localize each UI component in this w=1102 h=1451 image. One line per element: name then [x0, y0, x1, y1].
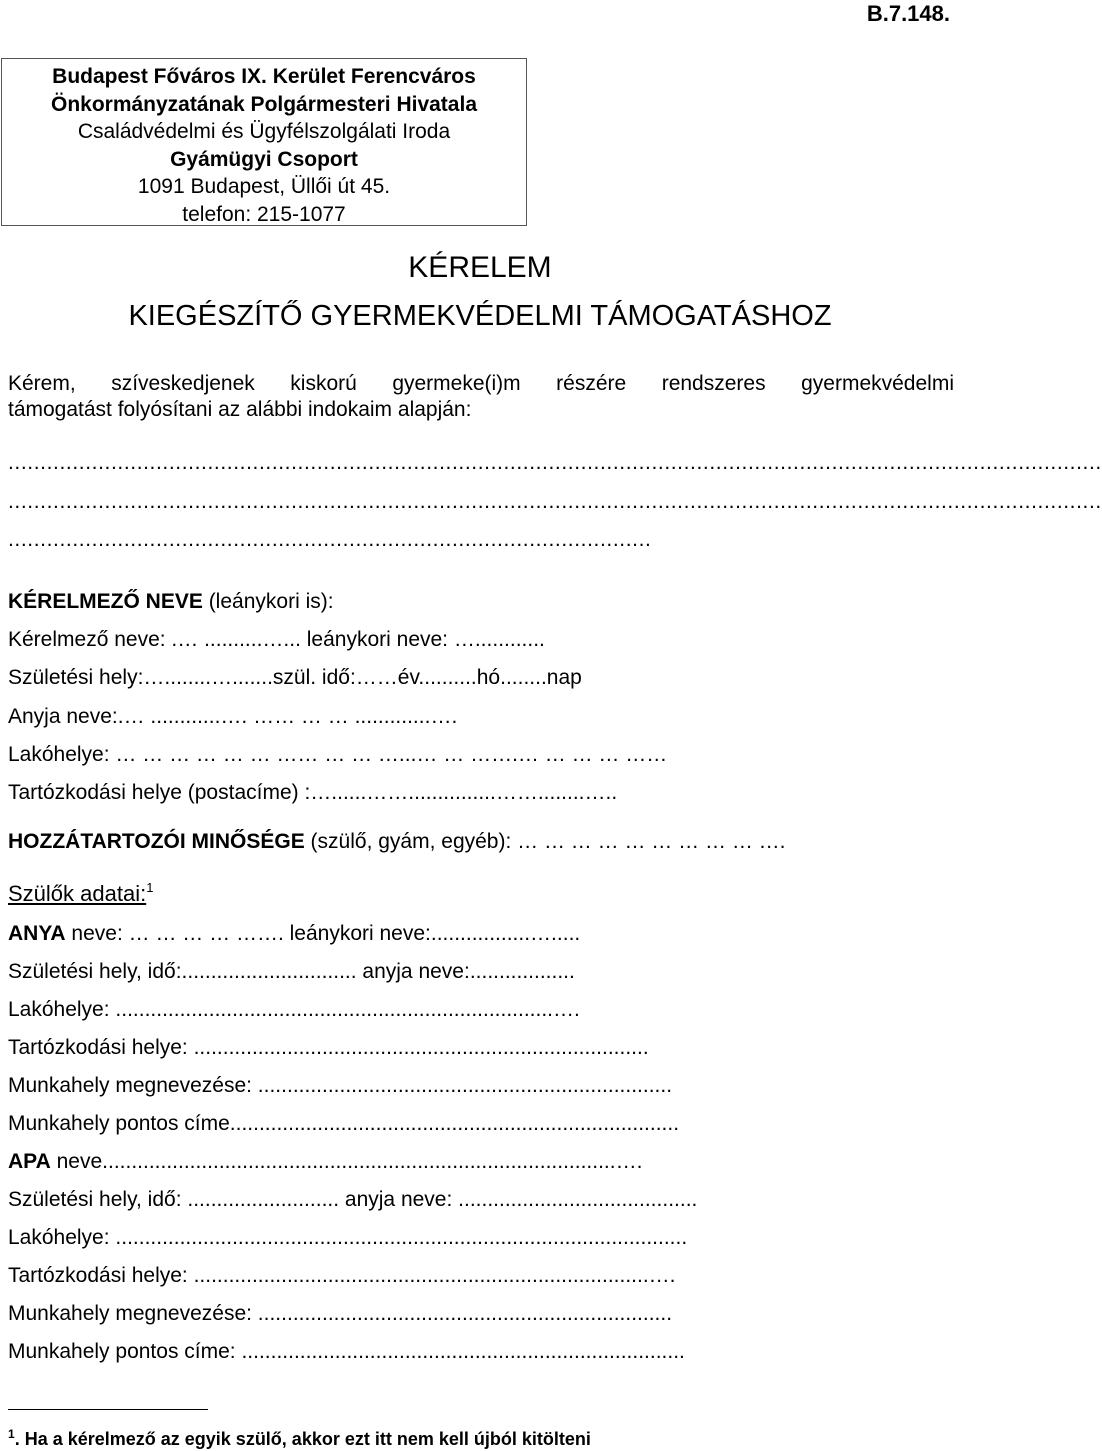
office-phone: telefon: 215-1077	[182, 202, 346, 226]
applicant-mother-field[interactable]: Anyja neve:.… ............…. …… … … .............….	[8, 705, 458, 728]
mother-name-text: neve: … … … … ……. leánykori neve:.................….....	[65, 922, 581, 945]
father-workplace-address-field[interactable]: Munkahely pontos címe: ............................................................................	[8, 1340, 685, 1363]
office-name-line2: Önkormányzatának Polgármesteri Hivatala	[50, 92, 477, 116]
parents-heading-text: Szülők adatai:	[8, 881, 147, 906]
father-residence-field[interactable]: Lakóhelye: ..................................................................................................	[8, 1226, 688, 1249]
reason-dotline-2[interactable]: ..........................................................................................................................................................................	[8, 490, 1102, 513]
father-label: APA	[8, 1150, 51, 1173]
office-address: 1091 Budapest, Üllői út 45.	[137, 175, 391, 198]
father-workplace-field[interactable]: Munkahely megnevezése: .......................................................................	[8, 1302, 673, 1325]
document-code: B.7.148.	[866, 1, 950, 26]
applicant-heading	[8, 590, 334, 614]
mother-stay-field[interactable]: Tartózkodási helye: ..............................................................................	[8, 1036, 649, 1059]
applicant-residence-field[interactable]: Lakóhelye: … … … … … … …… … … …...… … …….… … … … ……	[8, 743, 668, 766]
parents-footnote-ref: 1	[146, 880, 154, 895]
father-birth-field[interactable]: Születési hely, idő: .......................... anyja neve: .........................................	[8, 1188, 698, 1211]
office-address-box	[1, 58, 527, 226]
footnote	[8, 1427, 591, 1450]
footnote-text: . Ha a kérelmező az egyik szülő, akkor ezt itt nem kell újból kitölteni	[14, 1429, 591, 1449]
reason-dotline-1[interactable]: ..........................................................................................................................................................................	[8, 451, 1102, 474]
footnote-number: 1	[8, 1427, 15, 1441]
applicant-birth-field[interactable]: Születési hely:…........….......szül. idő:……év..........hó........nap	[8, 666, 582, 689]
office-department: Családvédelmi és Ügyfélszolgálati Iroda	[77, 120, 451, 143]
mother-workplace-field[interactable]: Munkahely megnevezése: .......................................................................	[8, 1074, 673, 1097]
mother-birth-field[interactable]: Születési hely, idő:.............................. anyja neve:..................	[8, 960, 575, 983]
mother-name-field[interactable]	[8, 922, 580, 946]
applicant-name-field[interactable]: Kérelmező neve: .… ..........…... leánykori neve: …............	[8, 628, 545, 651]
relation-label-bold: HOZZÁTARTOZÓI MINŐSÉGE	[8, 830, 305, 853]
father-name-text: neve........................................................................................….	[50, 1150, 643, 1173]
reason-dotline-3[interactable]: ....................................................................................................	[8, 528, 652, 551]
applicant-heading-rest: (leánykori is):	[202, 590, 334, 613]
relation-field[interactable]	[8, 830, 785, 854]
office-name-line1: Budapest Főváros IX. Kerület Ferencváros	[52, 65, 476, 88]
applicant-heading-bold: KÉRELMEZŐ NEVE	[8, 590, 203, 613]
applicant-postal-field[interactable]: Tartózkodási helye (postacíme) :…......……...............……........…..	[8, 781, 618, 804]
father-name-field[interactable]	[8, 1150, 642, 1174]
intro-line1: Kérem, szíveskedjenek kiskorú gyermeke(i)m részére rendszeres gyermekvédelmi	[8, 372, 954, 395]
form-subtitle: KIEGÉSZÍTŐ GYERMEKVÉDELMI TÁMOGATÁSHOZ	[128, 300, 832, 332]
relation-label-rest: (szülő, gyám, egyéb): … … … … … … … … … ….	[304, 830, 786, 853]
form-title: KÉRELEM	[408, 251, 552, 284]
mother-residence-field[interactable]: Lakóhelye: ...........................................................................….	[8, 998, 580, 1021]
mother-workplace-address-field[interactable]: Munkahely pontos címe.............................................................................	[8, 1112, 680, 1135]
intro-line2: támogatást folyósítani az alábbi indokaim alapján:	[8, 398, 472, 421]
office-group: Gyámügyi Csoport	[170, 147, 358, 171]
father-stay-field[interactable]: Tartózkodási helye: ..............................................................................….	[8, 1264, 676, 1287]
parents-heading	[8, 880, 153, 907]
mother-label: ANYA	[8, 922, 66, 945]
footnote-separator	[8, 1409, 208, 1410]
intro-paragraph	[8, 371, 954, 423]
